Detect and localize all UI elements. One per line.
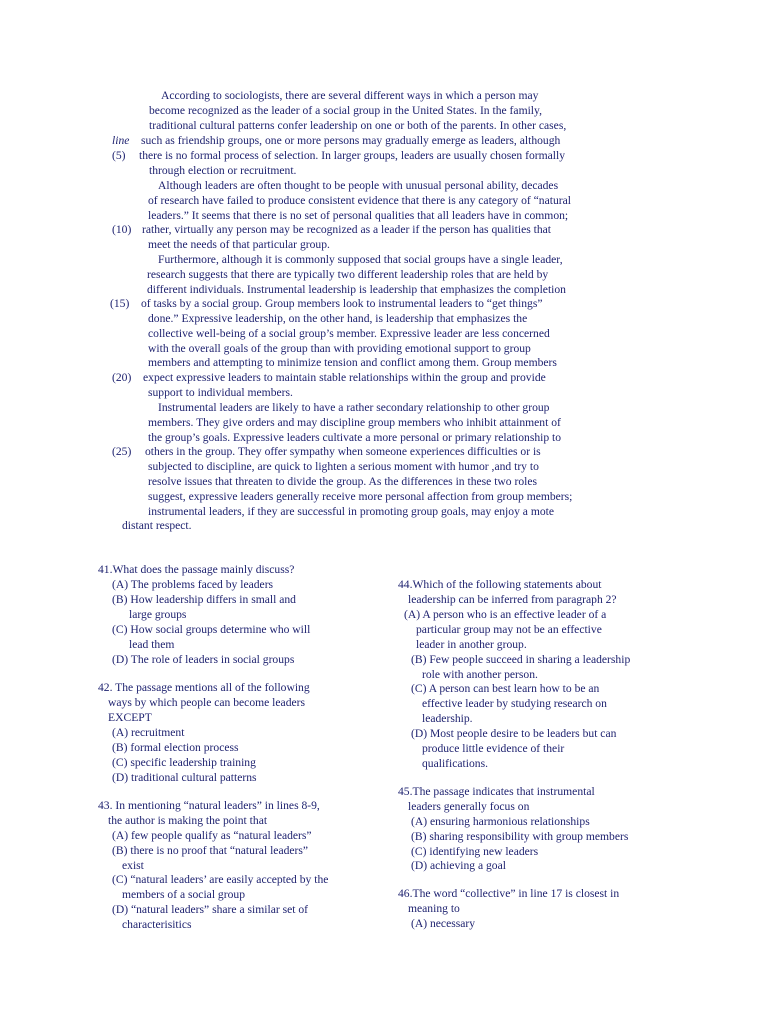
passage-line: the group’s goals. Expressive leaders cultivate a more personal or primary relationship to <box>148 431 562 444</box>
answer-option: large groups <box>129 608 187 621</box>
answer-option: characterisitics <box>122 918 192 931</box>
answer-option: (B) How leadership differs in small and <box>112 593 296 606</box>
question-stem: meaning to <box>408 902 460 915</box>
answer-option: (D) The role of leaders in social groups <box>112 653 295 666</box>
passage-line: suggest, expressive leaders generally receive more personal affection from group members; <box>148 490 573 503</box>
passage-line: of research have failed to produce consistent evidence that there is any category of “natural <box>148 194 571 207</box>
question-stem: 45.The passage indicates that instrumental <box>398 785 595 798</box>
answer-option: (A) few people qualify as “natural leaders” <box>112 829 312 842</box>
line-marker: (5) <box>112 149 126 162</box>
passage-line: with the overall goals of the group than with providing emotional support to group <box>148 342 531 355</box>
answer-option: effective leader by studying research on <box>422 697 607 710</box>
passage-line: meet the needs of that particular group. <box>148 238 330 251</box>
question-stem: leadership can be inferred from paragraph 2? <box>408 593 617 606</box>
answer-option: (D) “natural leaders” share a similar set of <box>112 903 309 916</box>
passage-line: instrumental leaders, if they are successful in promoting group goals, may enjoy a mote <box>148 505 554 518</box>
question-stem: 46.The word “collective” in line 17 is closest in <box>398 887 620 900</box>
passage-line: there is no formal process of selection. In larger groups, leaders are usually chosen formally <box>139 149 566 162</box>
passage-line: such as friendship groups, one or more persons may gradually emerge as leaders, although <box>141 134 561 147</box>
question-stem: ways by which people can become leaders <box>108 696 306 709</box>
question-stem: 42. The passage mentions all of the following <box>98 681 310 694</box>
answer-option: (D) achieving a goal <box>411 859 506 872</box>
question-stem: the author is making the point that <box>108 814 268 827</box>
answer-option: particular group may not be an effective <box>416 623 602 636</box>
answer-option: (A) necessary <box>411 917 476 930</box>
passage-line: support to individual members. <box>148 386 293 399</box>
answer-option: leader in another group. <box>416 638 527 651</box>
passage-line: rather, virtually any person may be recognized as a leader if the person has qualities that <box>142 223 552 236</box>
answer-option: (D) Most people desire to be leaders but can <box>411 727 617 740</box>
answer-option: (C) identifying new leaders <box>411 845 539 858</box>
passage-line: leaders.” It seems that there is no set of personal qualities that all leaders have in common; <box>148 209 569 222</box>
question-stem: 41.What does the passage mainly discuss? <box>98 563 295 576</box>
line-marker: line <box>112 134 130 147</box>
passage-line: of tasks by a social group. Group members look to instrumental leaders to “get things” <box>141 297 543 310</box>
answer-option: (B) formal election process <box>112 741 239 754</box>
passage-line: expect expressive leaders to maintain stable relationships within the group and provide <box>143 371 546 384</box>
passage-line: others in the group. They offer sympathy when someone experiences difficulties or is <box>145 445 541 458</box>
passage-line: research suggests that there are typically two different leadership roles that are held by <box>147 268 549 281</box>
answer-option: members of a social group <box>122 888 245 901</box>
answer-option: exist <box>122 859 144 872</box>
passage-line: through election or recruitment. <box>149 164 297 177</box>
answer-option: (B) Few people succeed in sharing a leadership <box>411 653 631 666</box>
passage-line: members and attempting to minimize tension and conflict among them. Group members <box>148 356 557 369</box>
answer-option: role with another person. <box>422 668 538 681</box>
answer-option: (A) The problems faced by leaders <box>112 578 274 591</box>
answer-option: (B) there is no proof that “natural leaders” <box>112 844 309 857</box>
passage-line: resolve issues that threaten to divide the group. As the differences in these two roles <box>148 475 538 488</box>
passage-line: Furthermore, although it is commonly supposed that social groups have a single leader, <box>158 253 563 266</box>
question-stem: 44.Which of the following statements about <box>398 578 602 591</box>
answer-option: leadership. <box>422 712 473 725</box>
passage-line: traditional cultural patterns confer leadership on one or both of the parents. In other cases, <box>149 119 567 132</box>
answer-option: (B) sharing responsibility with group members <box>411 830 629 843</box>
passage-line: done.” Expressive leadership, on the other hand, is leadership that emphasizes the <box>148 312 528 325</box>
question-stem: EXCEPT <box>108 711 152 724</box>
answer-option: (A) recruitment <box>112 726 185 739</box>
passage-line: different individuals. Instrumental leadership is leadership that emphasizes the completion <box>147 283 566 296</box>
answer-option: lead them <box>129 638 175 651</box>
line-marker: (25) <box>112 445 132 458</box>
passage-line: become recognized as the leader of a social group in the United States. In the family, <box>149 104 542 117</box>
line-marker: (15) <box>110 297 130 310</box>
passage-line: collective well-being of a social group’s member. Expressive leader are less concerned <box>148 327 550 340</box>
passage-line: Although leaders are often thought to be people with unusual personal ability, decades <box>158 179 559 192</box>
passage-line: distant respect. <box>122 519 192 532</box>
question-stem: 43. In mentioning “natural leaders” in lines 8-9, <box>98 799 320 812</box>
passage-line: Instrumental leaders are likely to have a rather secondary relationship to other group <box>158 401 550 414</box>
passage-line: members. They give orders and may discipline group members who inhibit attainment of <box>148 416 561 429</box>
passage-line: subjected to discipline, are quick to lighten a serious moment with humor ,and try to <box>148 460 539 473</box>
answer-option: (A) A person who is an effective leader of a <box>404 608 607 621</box>
answer-option: (C) “natural leaders’ are easily accepted by the <box>112 873 329 886</box>
answer-option: (D) traditional cultural patterns <box>112 771 257 784</box>
passage-line: According to sociologists, there are several different ways in which a person may <box>161 89 539 102</box>
question-stem: leaders generally focus on <box>408 800 530 813</box>
answer-option: produce little evidence of their <box>422 742 565 755</box>
line-marker: (20) <box>112 371 132 384</box>
answer-option: (A) ensuring harmonious relationships <box>411 815 590 828</box>
answer-option: (C) A person can best learn how to be an <box>411 682 600 695</box>
answer-option: (C) specific leadership training <box>112 756 256 769</box>
answer-option: (C) How social groups determine who will <box>112 623 311 636</box>
answer-option: qualifications. <box>422 757 489 770</box>
line-marker: (10) <box>112 223 132 236</box>
